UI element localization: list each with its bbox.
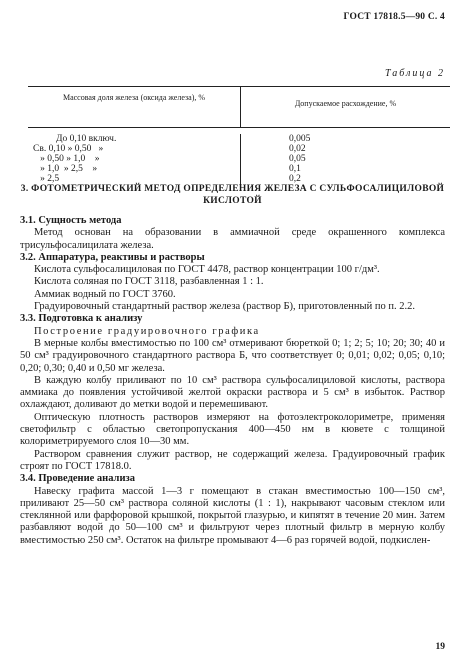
subsection-heading: 3.3. Подготовка к анализу	[20, 313, 143, 325]
paragraph-spaced-heading: Построение градуировочного графика	[34, 325, 260, 337]
paragraph: Аммиак водный по ГОСТ 3760.	[34, 288, 176, 300]
body-text	[20, 215, 445, 547]
paragraph: Кислота соляная по ГОСТ 3118, разбавленная 1 : 1.	[34, 276, 264, 288]
paragraph: Раствором сравнения служит раствор, не содержащий железа. Градуировочный график строят по ГОСТ 17818.0.	[20, 448, 445, 472]
paragraph: Навеску графита массой 1—3 г помещают в стакан вместимостью 100—150 см³, приливают 25—50 см³ раствора соляной кислоты (1 : 1), накрывают часовым стеклом или стеклянной или фарфоровой крышкой, покрытой глазурью, и кипятят в течение 20 мин. Затем разбавляют водой до 50—100 см³ и фильтруют через плотный фильтр в мерную колбу вместимостью 250 см³. Остаток на фильтре промывают 4—6 раз горячей водой, подкислен-	[20, 485, 445, 546]
table-cell-range: » 2,5	[33, 174, 60, 184]
paragraph: Метод основан на образовании в аммиачной среде окрашенного комплекса трисульфосалицилата железа.	[20, 227, 445, 251]
table-cell-range: До 0,10 включ.	[56, 134, 117, 144]
subsection-heading: 3.4. Проведение анализа	[20, 473, 135, 485]
table-cell-range: » 1,0 » 2,5 »	[33, 164, 98, 174]
table-header-mass-fraction: Массовая доля железа (оксида железа), %	[28, 87, 241, 127]
table-caption: Таблица 2	[385, 68, 445, 79]
page-number: 19	[435, 642, 445, 652]
table-header-row	[28, 87, 450, 128]
page-header: ГОСТ 17818.5—90 С. 4	[343, 12, 445, 22]
table-cell-value: 0,005	[289, 134, 311, 144]
table-cell-value: 0,05	[289, 154, 306, 164]
paragraph: В каждую колбу приливают по 10 см³ раствора сульфосалициловой кислоты, раствора аммиака до появления устойчивой желтой окраски раствора и 5 см³ в избыток. Раствор охлаждают, доливают до метки водой и перемешивают.	[20, 374, 445, 411]
table-col-ranges	[28, 134, 241, 188]
table-cell-value: 0,2	[289, 174, 301, 184]
paragraph: Градуировочный стандартный раствор железа (раствор Б), приготовленный по п. 2.2.	[34, 301, 415, 313]
paragraph: Оптическую плотность растворов измеряют на фотоэлектроколориметре, применяя светофильтр с областью светопропускания 400—450 нм в кювете с толщиной колориметрируемого слоя 10—30 мм.	[20, 411, 445, 448]
table-cell-range: Св. 0,10 » 0,50 »	[33, 144, 104, 154]
table-body	[28, 128, 450, 188]
subsection-heading: 3.1. Сущность метода	[20, 215, 122, 226]
table-cell-value: 0,02	[289, 144, 306, 154]
table-header-tolerance: Допускаемое расхождение, %	[294, 99, 397, 108]
subsection-heading: 3.2. Аппаратура, реактивы и растворы	[20, 251, 205, 263]
table-cell-value: 0,1	[289, 164, 301, 174]
section-title: 3. ФОТОМЕТРИЧЕСКИЙ МЕТОД ОПРЕДЕЛЕНИЯ ЖЕЛЕЗА С СУЛЬФОСАЛИЦИЛОВОЙ КИСЛОТОЙ	[20, 184, 445, 206]
paragraph: В мерные колбы вместимостью по 100 см³ отмеривают бюреткой 0; 1; 2; 5; 10; 20; 30; 40 и 50 см³ градуировочного стандартного раствора Б, что соответствует 0; 0,01; 0,02; 0,05; 0,10; 0,20; 0,30; 0,40 и 0,50 мг железа.	[20, 337, 445, 374]
table-cell-range: » 0,50 » 1,0 »	[33, 154, 100, 164]
paragraph: Кислота сульфосалициловая по ГОСТ 4478, раствор концентрации 100 г/дм³.	[34, 264, 380, 276]
table-col-values	[241, 134, 450, 188]
tolerance-table	[28, 86, 450, 188]
